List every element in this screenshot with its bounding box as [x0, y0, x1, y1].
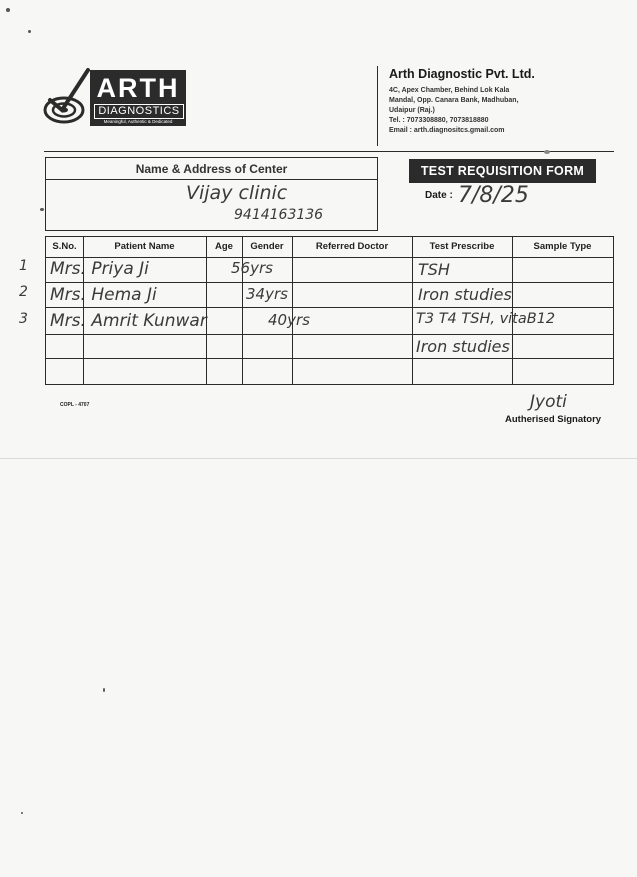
center-title: Name & Address of Center	[46, 158, 377, 180]
row-3-sno: 3	[19, 311, 28, 327]
scan-speck	[544, 150, 550, 154]
table-rule	[46, 282, 613, 283]
signature: Jyoti	[530, 392, 567, 412]
row-1-name: Mrs. Priya Ji	[50, 259, 149, 279]
form-title: TEST REQUISITION FORM	[409, 159, 596, 183]
signatory-label: Autherised Signatory	[505, 414, 602, 425]
row-1-test: TSH	[418, 260, 450, 279]
company-name: Arth Diagnostic Pvt. Ltd.	[389, 67, 535, 81]
address-line: Mandal, Opp. Canara Bank, Madhuban,	[389, 97, 519, 104]
scan-speck	[103, 688, 105, 692]
row-2-test: Iron studies	[418, 285, 512, 304]
center-phone: 9414163136	[234, 207, 324, 223]
center-box	[45, 157, 378, 231]
table-col-rule	[412, 237, 413, 384]
header-rule	[44, 151, 614, 152]
email-line: Email : arth.diagnositcs.gmail.com	[389, 127, 505, 134]
row-1-age: 56yrs	[231, 259, 273, 277]
header-gender: Gender	[250, 241, 284, 252]
table-rule	[46, 307, 613, 308]
table-rule	[46, 358, 613, 359]
target-check-logo-icon	[42, 66, 90, 128]
logo-diagnostics: DIAGNOSTICS	[94, 104, 184, 119]
logo-tagline: Meaningful, Authentic & Dedicated	[103, 119, 173, 124]
header-divider	[377, 66, 378, 146]
row-3-name: Mrs. Amrit Kunwar	[50, 311, 207, 331]
form-code: COPL - 4707	[60, 402, 90, 408]
center-name: Vijay clinic	[186, 182, 288, 204]
header-age: Age	[215, 241, 233, 252]
row-3-test-continued: Iron studies	[416, 337, 510, 356]
header-sample-type: Sample Type	[533, 241, 592, 252]
row-2-name: Mrs. Hema Ji	[50, 285, 157, 305]
header-test-prescribe: Test Prescribe	[429, 241, 495, 252]
date-label: Date :	[425, 190, 453, 201]
row-2-sno: 2	[19, 284, 28, 300]
scan-speck	[40, 208, 44, 211]
row-3-test: T3 T4 TSH, vitaB12	[416, 311, 556, 327]
logo-arth: ARTH	[96, 73, 180, 103]
fold-line	[0, 458, 637, 459]
header-sno: S.No.	[52, 241, 77, 252]
scan-speck	[21, 812, 23, 814]
header-patient-name: Patient Name	[114, 241, 175, 252]
logo-box	[90, 70, 186, 126]
scan-speck	[28, 30, 31, 33]
header-referred-doctor: Referred Doctor	[315, 241, 389, 252]
row-2-age: 34yrs	[246, 285, 288, 303]
table-rule	[46, 257, 613, 258]
address-line: Udaipur (Raj.)	[389, 107, 435, 114]
date-value: 7/8/25	[458, 183, 529, 208]
row-3-age: 40yrs	[268, 311, 310, 329]
scan-speck	[6, 8, 10, 12]
row-1-sno: 1	[19, 258, 28, 274]
phone-line: Tel. : 7073308880, 7073818880	[389, 117, 489, 124]
address-line: 4C, Apex Chamber, Behind Lok Kala	[389, 87, 510, 94]
table-rule	[46, 334, 613, 335]
